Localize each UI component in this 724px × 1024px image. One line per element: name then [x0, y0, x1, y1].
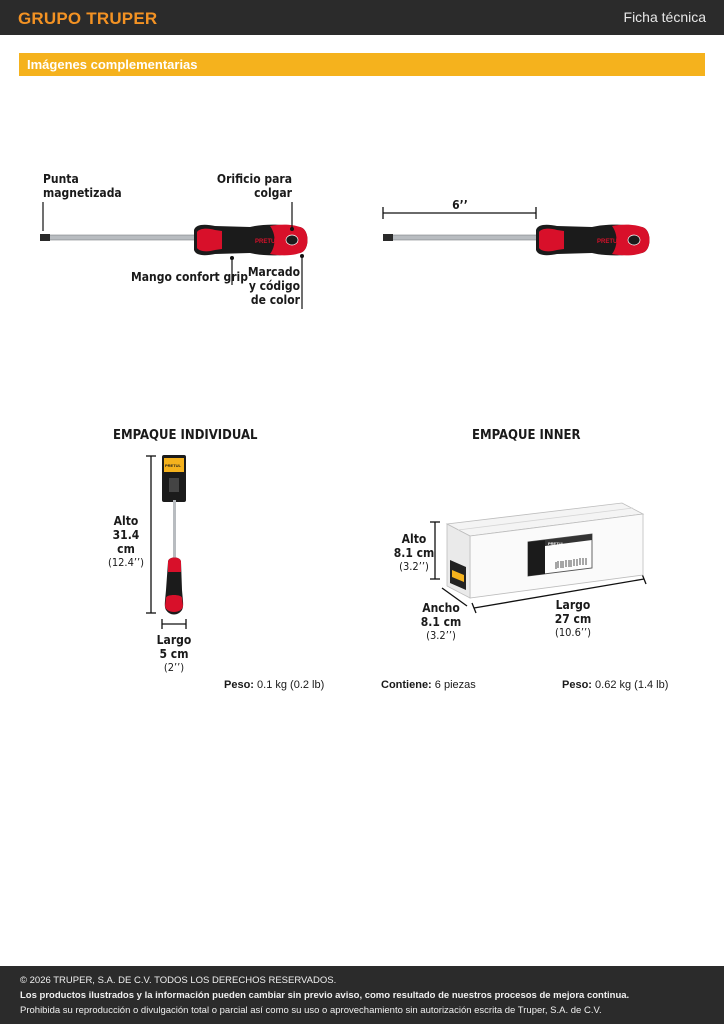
- handle-brand-text: PRETUL: [255, 239, 279, 245]
- length-dimension: 6’’: [452, 198, 468, 212]
- footer-copyright: © 2026 TRUPER, S.A. DE C.V. TODOS LOS DERECHOS RESERVADOS.: [20, 975, 337, 986]
- individual-package-image: [146, 455, 186, 629]
- brand-logo: GRUPO TRUPER: [18, 9, 158, 28]
- inner-contents: Contiene: 6 piezas: [381, 679, 476, 691]
- callout-color-coding: Marcado y código de color: [247, 265, 300, 307]
- footer: [0, 966, 724, 1024]
- inner-weight: Peso: 0.62 kg (1.4 lb): [562, 679, 669, 691]
- inner-height: Alto 8.1 cm (3.2’’): [393, 532, 435, 573]
- section-title: Imágenes complementarias: [27, 57, 198, 72]
- document-type: Ficha técnica: [623, 9, 706, 25]
- inner-length: Largo 27 cm (10.6’’): [554, 598, 592, 639]
- screwdriver-length-image: [383, 207, 650, 255]
- inner-package-title: EMPAQUE INNER: [472, 428, 581, 443]
- callout-magnetic-tip: Punta magnetizada: [43, 172, 122, 200]
- footer-notice: Los productos ilustrados y la información pueden cambiar sin previo aviso, como resultado de nuestros procesos de mejora continua.: [20, 990, 630, 1001]
- svg-text:PRETUL: PRETUL: [548, 541, 564, 546]
- inner-package-image: [430, 503, 646, 613]
- inner-width: Ancho 8.1 cm (3.2’’): [420, 601, 462, 642]
- svg-text:PRETUL: PRETUL: [165, 463, 181, 468]
- individual-package-title: EMPAQUE INDIVIDUAL: [113, 428, 258, 443]
- callout-hanging-hole: Orificio para colgar: [216, 172, 292, 200]
- individual-height: Alto 31.4 cm (12.4’’): [107, 514, 145, 569]
- handle-brand-text-2: PRETUL: [597, 239, 621, 245]
- callout-comfort-grip: Mango confort grip: [131, 270, 248, 284]
- footer-prohibition: Prohibida su reproducción o divulgación total o parcial así como su uso o aprovechamiento sin autorización escrita de Truper, S.A. de C.V.: [20, 1005, 602, 1016]
- individual-weight: Peso: 0.1 kg (0.2 lb): [224, 679, 325, 691]
- individual-length: Largo 5 cm (2’’): [156, 633, 192, 674]
